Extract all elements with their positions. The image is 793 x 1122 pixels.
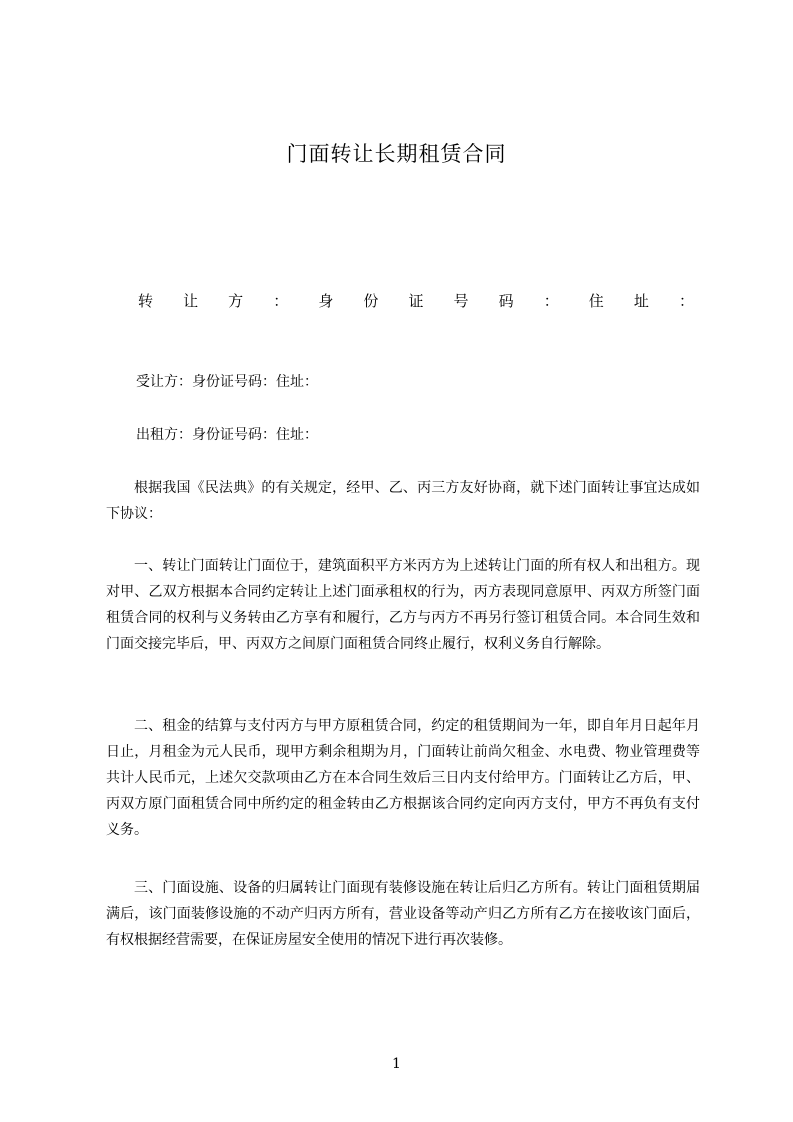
transferor-char: 转	[138, 292, 154, 310]
transferor-char: 证	[408, 292, 424, 310]
transferor-char: 址	[633, 292, 649, 310]
transferor-line	[138, 290, 694, 311]
transferor-char: 住	[588, 292, 604, 310]
transferor-char: 让	[183, 292, 199, 310]
page-number: 1	[392, 1056, 401, 1072]
transferor-char: 身	[318, 292, 334, 310]
transferor-char: 份	[363, 292, 379, 310]
transferor-char: 号	[453, 292, 469, 310]
clause-2-paragraph: 二、租金的结算与支付丙方与甲方原租赁合同，约定的租赁期间为一年，即自年月日起年月日止，月租金为元人民币，现甲方剩余租期为月，门面转让前尚欠租金、水电费、物业管理费等共计人民币元，上述欠交款项由乙方在本合同生效后三日内支付给甲方。门面转让乙方后，甲、丙双方原门面租赁合同中所约定的租金转由乙方根据该合同约定向丙方支付，甲方不再负有支付义务。	[106, 718, 700, 838]
transferee-line: 受让方：身份证号码：住址：	[136, 374, 318, 390]
intro-paragraph: 根据我国《民法典》的有关规定，经甲、乙、丙三方友好协商，就下述门面转让事宜达成如下协议：	[106, 480, 700, 522]
clause-1-paragraph: 一、转让门面转让门面位于，建筑面积平方米丙方为上述转让门面的所有权人和出租方。现对甲、乙双方根据本合同约定转让上述门面承租权的行为，丙方表现同意原甲、丙双方所签门面租赁合同的权利与义务转由乙方享有和履行，乙方与丙方不再另行签订租赁合同。本合同生效和门面交接完毕后，甲、丙双方之间原门面租赁合同终止履行，权利义务自行解除。	[106, 558, 700, 652]
transferor-char: ：	[678, 292, 694, 310]
document-title: 门面转让长期租赁合同	[286, 142, 507, 166]
transferor-char: ：	[273, 292, 289, 310]
transferor-char: ：	[543, 292, 559, 310]
lessor-line: 出租方：身份证号码：住址：	[136, 427, 318, 443]
transferor-char: 方	[228, 292, 244, 310]
transferor-char: 码	[498, 292, 514, 310]
clause-3-paragraph: 三、门面设施、设备的归属转让门面现有装修设施在转让后归乙方所有。转让门面租赁期届满后，该门面装修设施的不动产归丙方所有，营业设备等动产归乙方所有乙方在接收该门面后，有权根据经营需要，在保证房屋安全使用的情况下进行再次装修。	[106, 880, 700, 948]
